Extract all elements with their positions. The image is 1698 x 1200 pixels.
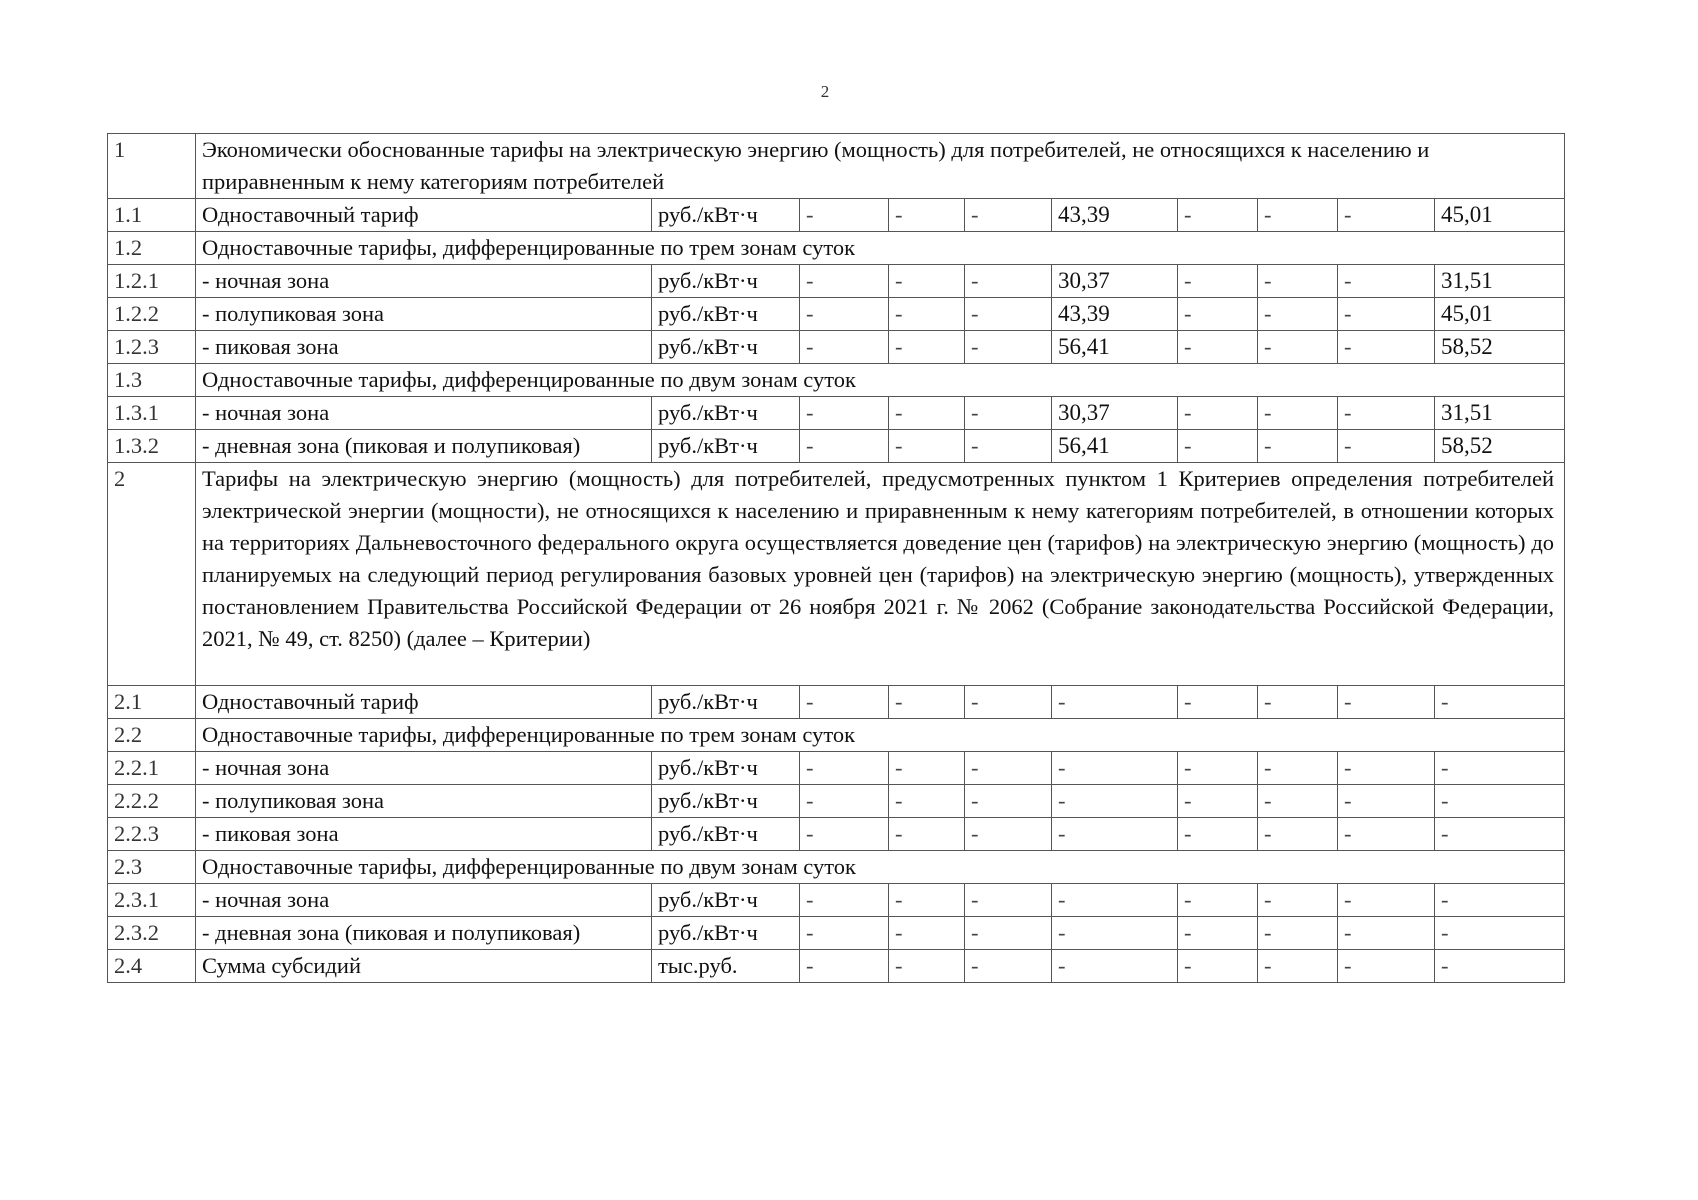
table-row: [108, 463, 1565, 686]
tariff-name: - ночная зона: [196, 265, 652, 298]
unit-cell: руб./кВт·ч: [652, 884, 800, 917]
tariff-name: Одноставочный тариф: [196, 686, 652, 719]
tariff-name: - пиковая зона: [196, 331, 652, 364]
value-cell: -: [1338, 818, 1435, 851]
value-cell: -: [965, 298, 1052, 331]
value-cell: 45,01: [1435, 199, 1565, 232]
value-cell: 43,39: [1052, 199, 1178, 232]
value-cell: -: [1338, 686, 1435, 719]
unit-cell: руб./кВт·ч: [652, 917, 800, 950]
row-number: 2.1: [108, 686, 196, 719]
value-cell: -: [889, 818, 965, 851]
section-title: Одноставочные тарифы, дифференцированные по трем зонам суток: [196, 719, 1565, 752]
section-title: Одноставочные тарифы, дифференцированные по двум зонам суток: [196, 851, 1565, 884]
value-cell: -: [1178, 265, 1258, 298]
value-cell: -: [1435, 950, 1565, 983]
value-cell: -: [889, 686, 965, 719]
table-row: [108, 818, 1565, 851]
tariff-name: - ночная зона: [196, 397, 652, 430]
value-cell: -: [1178, 818, 1258, 851]
value-cell: -: [800, 752, 889, 785]
value-cell: -: [1258, 785, 1338, 818]
value-cell: -: [1052, 884, 1178, 917]
tariff-name: Сумма субсидий: [196, 950, 652, 983]
page-number: 2: [820, 82, 830, 101]
table-row: [108, 686, 1565, 719]
value-cell: -: [800, 818, 889, 851]
tariff-name: - пиковая зона: [196, 818, 652, 851]
value-cell: -: [800, 397, 889, 430]
value-cell: -: [800, 199, 889, 232]
value-cell: -: [1178, 298, 1258, 331]
unit-cell: руб./кВт·ч: [652, 818, 800, 851]
table-row: [108, 851, 1565, 884]
table-row: [108, 785, 1565, 818]
value-cell: -: [1258, 430, 1338, 463]
value-cell: -: [1178, 686, 1258, 719]
value-cell: -: [965, 686, 1052, 719]
tariff-name: - полупиковая зона: [196, 785, 652, 818]
value-cell: 45,01: [1435, 298, 1565, 331]
row-number: 1.2: [108, 232, 196, 265]
value-cell: -: [1338, 917, 1435, 950]
unit-cell: руб./кВт·ч: [652, 430, 800, 463]
row-number: 2.4: [108, 950, 196, 983]
value-cell: -: [889, 785, 965, 818]
value-cell: -: [1338, 785, 1435, 818]
value-cell: -: [1178, 884, 1258, 917]
value-cell: -: [1178, 950, 1258, 983]
section-title: Экономически обоснованные тарифы на электрическую энергию (мощность) для потребителей, не относящихся к населению и приравненным к нему категориям потребителей: [196, 134, 1565, 199]
value-cell: -: [800, 331, 889, 364]
row-number: 2.2.1: [108, 752, 196, 785]
table-row: [108, 397, 1565, 430]
value-cell: -: [1178, 430, 1258, 463]
value-cell: -: [1258, 884, 1338, 917]
value-cell: -: [1338, 430, 1435, 463]
value-cell: -: [1338, 265, 1435, 298]
value-cell: -: [1052, 950, 1178, 983]
value-cell: 56,41: [1052, 430, 1178, 463]
row-number: 2.2.2: [108, 785, 196, 818]
value-cell: -: [1178, 397, 1258, 430]
value-cell: -: [800, 298, 889, 331]
value-cell: -: [965, 331, 1052, 364]
tariff-table-body: [108, 134, 1565, 983]
table-row: [108, 950, 1565, 983]
row-number: 2.3: [108, 851, 196, 884]
value-cell: -: [1258, 298, 1338, 331]
value-cell: -: [1338, 298, 1435, 331]
value-cell: -: [800, 785, 889, 818]
row-number: 2.3.1: [108, 884, 196, 917]
value-cell: -: [800, 430, 889, 463]
tariff-name: Одноставочный тариф: [196, 199, 652, 232]
unit-cell: руб./кВт·ч: [652, 331, 800, 364]
unit-cell: тыс.руб.: [652, 950, 800, 983]
row-number: 2.2.3: [108, 818, 196, 851]
unit-cell: руб./кВт·ч: [652, 686, 800, 719]
tariff-name: - дневная зона (пиковая и полупиковая): [196, 917, 652, 950]
unit-cell: руб./кВт·ч: [652, 752, 800, 785]
value-cell: -: [1052, 752, 1178, 785]
value-cell: -: [1258, 265, 1338, 298]
table-row: [108, 364, 1565, 397]
row-number: 1.3: [108, 364, 196, 397]
value-cell: -: [889, 884, 965, 917]
value-cell: -: [965, 785, 1052, 818]
unit-cell: руб./кВт·ч: [652, 298, 800, 331]
unit-cell: руб./кВт·ч: [652, 397, 800, 430]
value-cell: -: [965, 199, 1052, 232]
table-row: [108, 199, 1565, 232]
value-cell: -: [1178, 199, 1258, 232]
table-row: [108, 752, 1565, 785]
unit-cell: руб./кВт·ч: [652, 265, 800, 298]
value-cell: -: [1338, 950, 1435, 983]
unit-cell: руб./кВт·ч: [652, 785, 800, 818]
value-cell: -: [965, 917, 1052, 950]
value-cell: -: [800, 265, 889, 298]
table-row: [108, 430, 1565, 463]
value-cell: -: [800, 884, 889, 917]
table-row: [108, 719, 1565, 752]
value-cell: -: [965, 430, 1052, 463]
value-cell: -: [889, 430, 965, 463]
value-cell: -: [889, 397, 965, 430]
row-number: 1.2.1: [108, 265, 196, 298]
value-cell: -: [1435, 917, 1565, 950]
value-cell: -: [1435, 884, 1565, 917]
value-cell: -: [889, 199, 965, 232]
value-cell: -: [1178, 752, 1258, 785]
value-cell: -: [889, 298, 965, 331]
section-title: Тарифы на электрическую энергию (мощность) для потребителей, предусмотренных пунктом 1 Критериев определения потребителей электрической энергии (мощности), не относящихся к населению и приравненным к нему категориям потребителей, в отношении которых на территориях Дальневосточного федерального округа осуществляется доведение цен (тарифов) на электрическую энергию (мощность) до планируемых на следующий период регулирования базовых уровней цен (тарифов) на электрическую энергию (мощность), утвержденных постановлением Правительства Российской Федерации от 26 ноября 2021 г. № 2062 (Собрание законодательства Российской Федерации, 2021, № 49, ст. 8250) (далее – Критерии): [196, 463, 1565, 686]
value-cell: -: [1258, 331, 1338, 364]
row-number: 1: [108, 134, 196, 199]
value-cell: -: [1052, 917, 1178, 950]
value-cell: -: [1435, 686, 1565, 719]
value-cell: -: [889, 265, 965, 298]
value-cell: -: [1258, 686, 1338, 719]
value-cell: -: [1052, 686, 1178, 719]
value-cell: -: [965, 265, 1052, 298]
value-cell: 30,37: [1052, 397, 1178, 430]
value-cell: -: [1178, 917, 1258, 950]
value-cell: -: [965, 950, 1052, 983]
tariff-name: - дневная зона (пиковая и полупиковая): [196, 430, 652, 463]
section-title: Одноставочные тарифы, дифференцированные по двум зонам суток: [196, 364, 1565, 397]
value-cell: -: [1435, 752, 1565, 785]
value-cell: -: [1338, 752, 1435, 785]
section-title: Одноставочные тарифы, дифференцированные по трем зонам суток: [196, 232, 1565, 265]
value-cell: -: [1338, 884, 1435, 917]
value-cell: -: [889, 331, 965, 364]
table-row: [108, 884, 1565, 917]
value-cell: -: [1258, 950, 1338, 983]
row-number: 2.2: [108, 719, 196, 752]
tariff-name: - ночная зона: [196, 884, 652, 917]
row-number: 2.3.2: [108, 917, 196, 950]
value-cell: -: [889, 917, 965, 950]
value-cell: -: [1178, 331, 1258, 364]
value-cell: -: [1338, 397, 1435, 430]
value-cell: -: [1258, 752, 1338, 785]
value-cell: -: [1258, 199, 1338, 232]
table-row: [108, 331, 1565, 364]
row-number: 2: [108, 463, 196, 686]
tariff-name: - полупиковая зона: [196, 298, 652, 331]
value-cell: 58,52: [1435, 430, 1565, 463]
value-cell: -: [965, 397, 1052, 430]
value-cell: -: [1338, 199, 1435, 232]
value-cell: -: [800, 686, 889, 719]
table-row: [108, 298, 1565, 331]
value-cell: 56,41: [1052, 331, 1178, 364]
row-number: 1.3.1: [108, 397, 196, 430]
table-row: [108, 265, 1565, 298]
value-cell: -: [800, 950, 889, 983]
tariff-table: [107, 133, 1565, 983]
value-cell: -: [889, 950, 965, 983]
value-cell: 31,51: [1435, 265, 1565, 298]
value-cell: -: [1435, 785, 1565, 818]
unit-cell: руб./кВт·ч: [652, 199, 800, 232]
table-row: [108, 917, 1565, 950]
value-cell: -: [1258, 397, 1338, 430]
value-cell: 30,37: [1052, 265, 1178, 298]
value-cell: -: [1338, 331, 1435, 364]
value-cell: -: [1258, 917, 1338, 950]
value-cell: -: [1435, 818, 1565, 851]
table-row: [108, 232, 1565, 265]
row-number: 1.3.2: [108, 430, 196, 463]
row-number: 1.2.2: [108, 298, 196, 331]
value-cell: -: [1258, 818, 1338, 851]
value-cell: -: [1052, 818, 1178, 851]
row-number: 1.1: [108, 199, 196, 232]
value-cell: -: [965, 884, 1052, 917]
value-cell: -: [1052, 785, 1178, 818]
value-cell: -: [800, 917, 889, 950]
value-cell: -: [965, 818, 1052, 851]
table-row: [108, 134, 1565, 199]
value-cell: 58,52: [1435, 331, 1565, 364]
row-number: 1.2.3: [108, 331, 196, 364]
value-cell: -: [965, 752, 1052, 785]
value-cell: -: [1178, 785, 1258, 818]
value-cell: 43,39: [1052, 298, 1178, 331]
value-cell: 31,51: [1435, 397, 1565, 430]
value-cell: -: [889, 752, 965, 785]
tariff-name: - ночная зона: [196, 752, 652, 785]
